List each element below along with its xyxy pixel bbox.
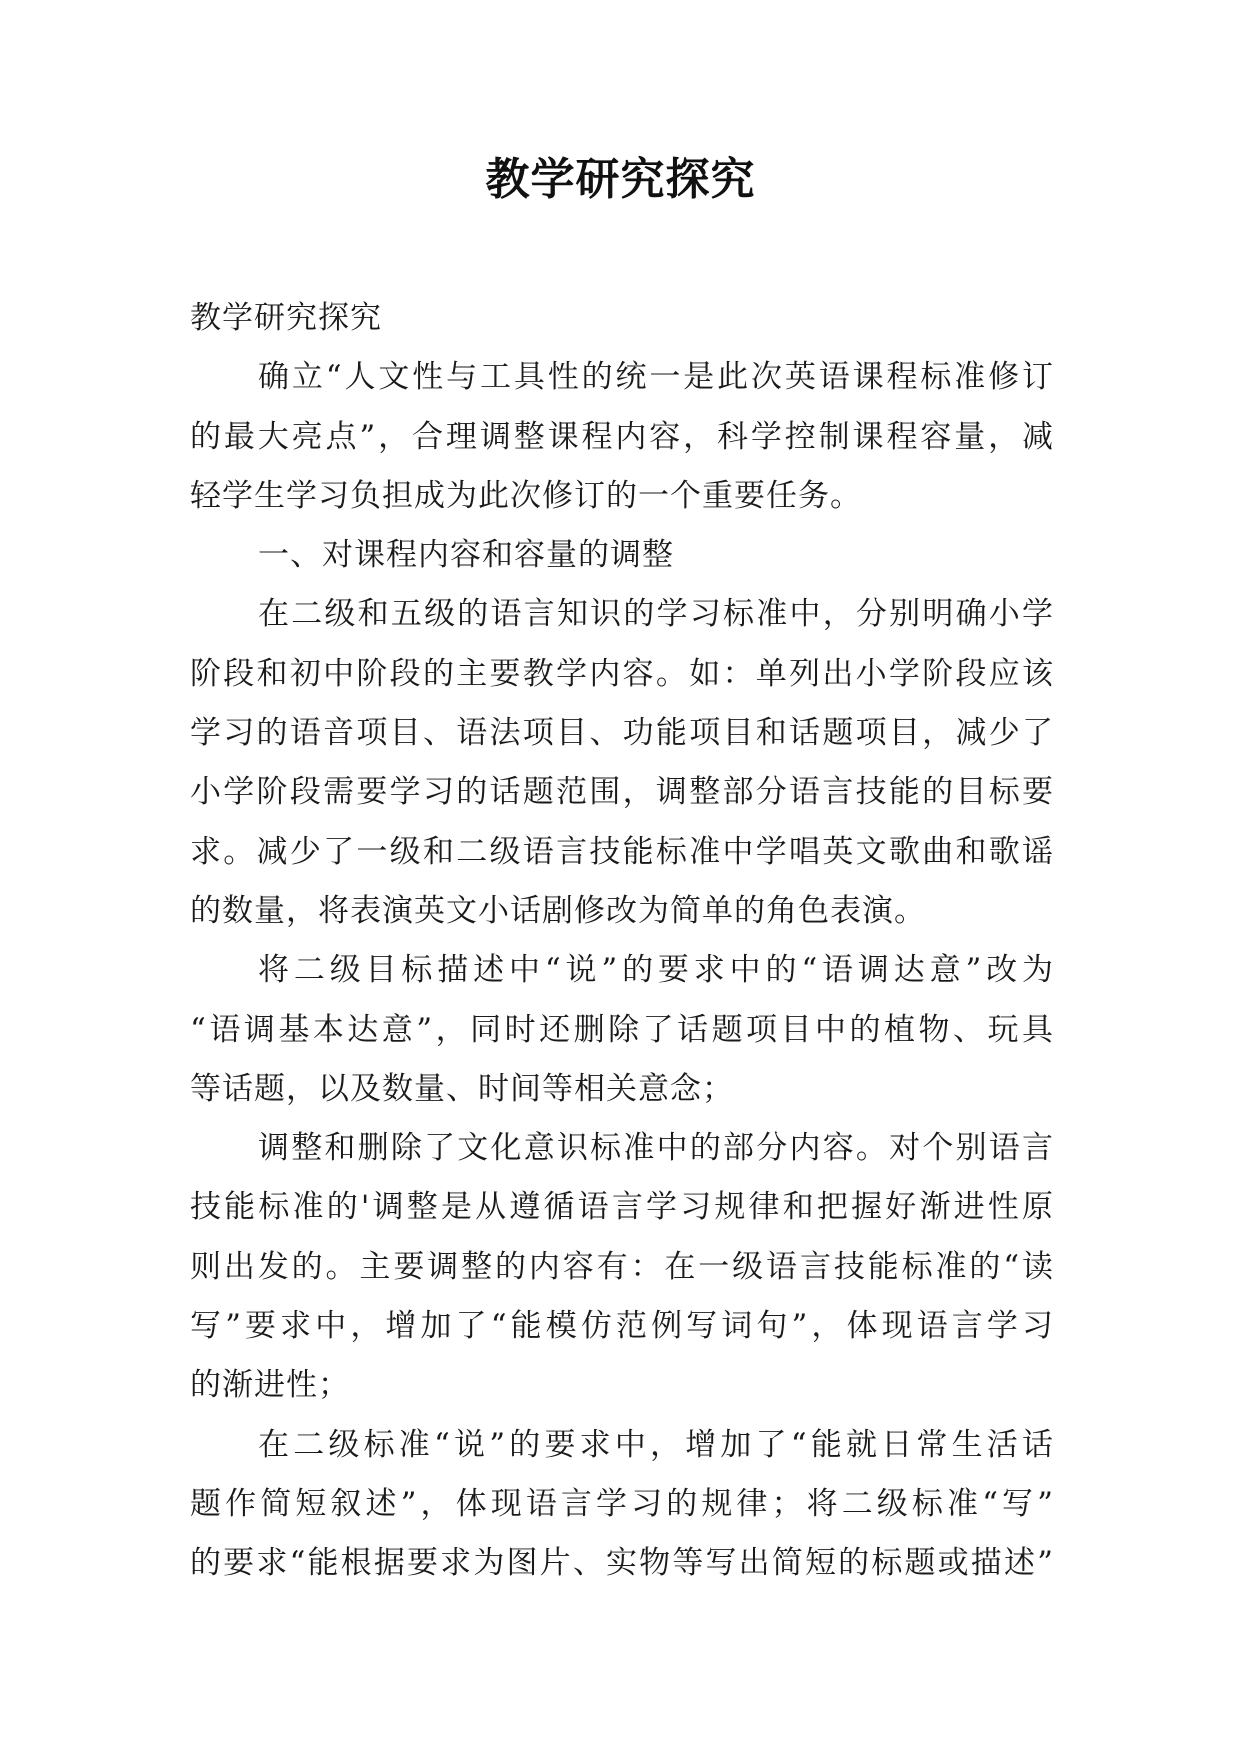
paragraph — [190, 941, 1054, 1119]
text-line: 则出发的。主要调整的内容有：在一级语言技能标准的“读 — [190, 1248, 1054, 1285]
document-title: 教学研究探究 — [485, 154, 756, 205]
paragraph — [190, 289, 1054, 348]
text-line: 教学研究探究 — [190, 300, 382, 336]
paragraph — [190, 585, 1054, 941]
text-line: 在二级标准“说”的要求中，增加了“能就日常生活话 — [258, 1426, 1054, 1463]
text-line: 等话题，以及数量、时间等相关意念； — [190, 1070, 734, 1107]
text-line: 的渐进性； — [190, 1367, 350, 1404]
text-line: 调整和删除了文化意识标准中的部分内容。对个别语言 — [258, 1130, 1054, 1167]
paragraph — [190, 1119, 1054, 1415]
text-line: 题作简短叙述”，体现语言学习的规律；将二级标准“写” — [190, 1485, 1054, 1522]
text-line: “语调基本达意”，同时还删除了话题项目中的植物、玩具 — [190, 1011, 1054, 1048]
paragraph — [190, 348, 1054, 526]
text-line: 求。减少了一级和二级语言技能标准中学唱英文歌曲和歌谣 — [190, 833, 1054, 870]
section-heading — [190, 526, 1054, 585]
paragraph — [190, 1416, 1054, 1594]
text-line: 将二级目标描述中“说”的要求中的“语调达意”改为 — [258, 952, 1054, 989]
text-line: 在二级和五级的语言知识的学习标准中，分别明确小学 — [258, 596, 1054, 633]
text-line: 确立“人文性与工具性的统一是此次英语课程标准修订 — [258, 359, 1054, 396]
text-line: 学习的语音项目、语法项目、功能项目和话题项目，减少了 — [190, 715, 1054, 752]
text-line: 阶段和初中阶段的主要教学内容。如：单列出小学阶段应该 — [190, 655, 1054, 692]
text-line: 小学阶段需要学习的话题范围，调整部分语言技能的目标要 — [190, 774, 1054, 811]
document-body — [190, 289, 1054, 1594]
text-line: 的最大亮点”，合理调整课程内容，科学控制课程容量，减 — [190, 418, 1054, 455]
text-line: 的要求“能根据要求为图片、实物等写出简短的标题或描述” — [190, 1545, 1054, 1582]
text-line: 轻学生学习负担成为此次修订的一个重要任务。 — [190, 477, 862, 514]
text-line: 写”要求中，增加了“能模仿范例写词句”，体现语言学习 — [190, 1308, 1054, 1345]
text-line: 技能标准的'调整是从遵循语言学习规律和把握好渐进性原 — [190, 1189, 1054, 1226]
text-line: 的数量，将表演英文小话剧修改为简单的角色表演。 — [190, 892, 926, 929]
text-line: 一、对课程内容和容量的调整 — [258, 537, 674, 574]
